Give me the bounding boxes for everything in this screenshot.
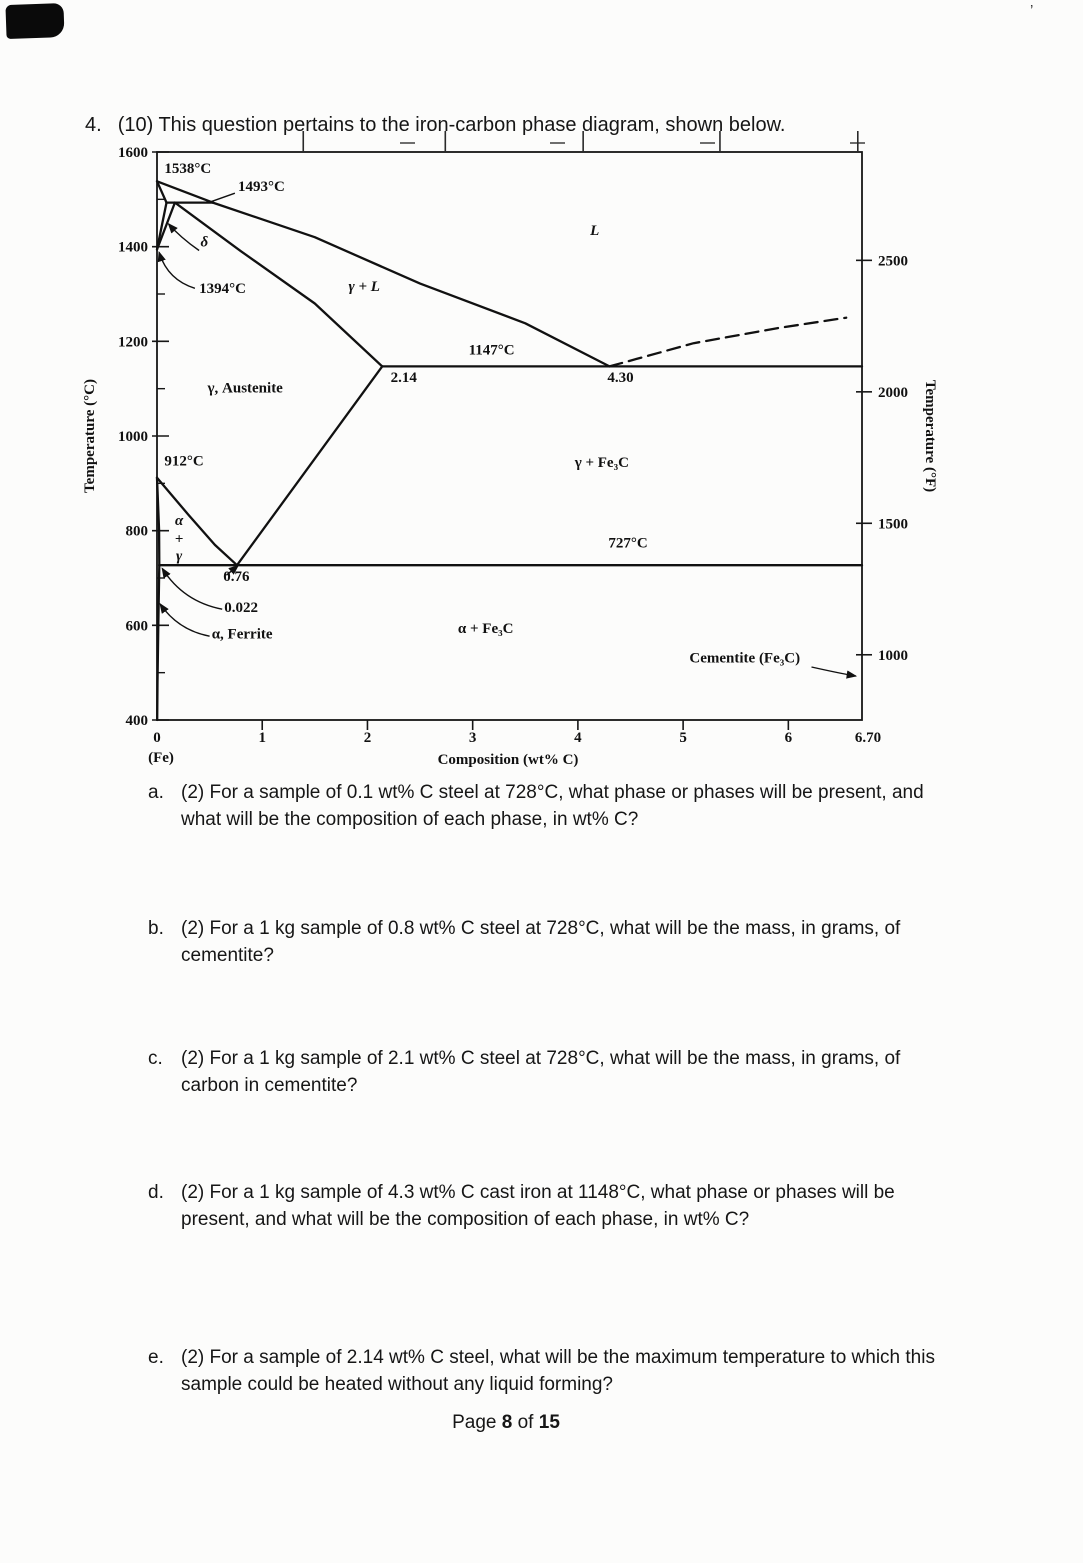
y-axis-label-fahrenheit: Temperature (°F)	[922, 379, 938, 493]
annotation--: α	[174, 513, 184, 529]
annotation-1147-c: 1147°C	[468, 342, 515, 359]
y-tick-label-fahrenheit: 2500	[878, 253, 908, 270]
footer-page-number: 8	[501, 1412, 513, 1433]
footer-prefix: Page	[452, 1412, 497, 1433]
question-item-a	[148, 780, 943, 833]
annotation--ferrite: α, Ferrite	[211, 626, 273, 643]
y-tick-label-celsius: 600	[125, 618, 148, 635]
y-tick-label-celsius: 1200	[118, 334, 148, 351]
annotation-2-14: 2.14	[390, 370, 417, 386]
y-axis-label-celsius: Temperature (°C)	[82, 379, 98, 493]
arrow-0-022	[162, 569, 222, 610]
annotation-1493-c: 1493°C	[238, 178, 285, 195]
leader-1493	[210, 193, 235, 202]
x-tick-label: 3	[468, 730, 477, 746]
annotation-0-022: 0.022	[224, 600, 259, 617]
x-tick-label: 2	[363, 730, 372, 746]
annotation--: δ	[200, 234, 209, 251]
question-label: a.	[148, 782, 164, 803]
question-label: d.	[148, 1182, 164, 1203]
x-tick-label: 6	[784, 730, 793, 746]
question-item-e	[148, 1345, 943, 1398]
question-text: (2) For a 1 kg sample of 0.8 wt% C steel at 728°C, what will be the mass, in grams, of cementite?	[181, 918, 901, 966]
boundary-liquidus	[213, 203, 610, 367]
x-axis-origin-label: (Fe)	[148, 750, 174, 766]
boundary-a3-line	[157, 478, 237, 566]
annotation--: +	[174, 531, 184, 548]
annotation-l: L	[590, 222, 600, 239]
x-tick-label: 5	[679, 730, 687, 746]
annotation--fe-c: γ + Fe₃C	[574, 455, 629, 472]
scan-stray-mark: ’	[1030, 2, 1034, 19]
question-text: (2) For a 1 kg sample of 4.3 wt% C cast iron at 1148°C, what phase or phases will be present, and what will be the composition of each phase, in wt% C?	[181, 1182, 895, 1230]
y-tick-label-celsius: 1000	[118, 429, 148, 445]
annotation-727-c: 727°C	[608, 535, 648, 552]
annotation--: γ	[175, 548, 183, 565]
x-axis-label: Composition (wt% C)	[437, 752, 579, 768]
arrow-delta	[169, 224, 200, 251]
annotation-cementite-fe-c-: Cementite (Fe₃C)	[689, 650, 801, 667]
annotation-1394-c: 1394°C	[199, 281, 246, 298]
annotation--fe-c: α + Fe₃C	[457, 620, 514, 637]
question-item-c	[148, 1046, 943, 1099]
question-item-d	[148, 1180, 943, 1233]
y-tick-label-fahrenheit: 1000	[878, 647, 908, 664]
annotation--l: γ + L	[348, 279, 380, 296]
phase-labels	[164, 161, 800, 667]
question-number: 4.	[85, 114, 102, 136]
annotation--austenite: γ, Austenite	[207, 380, 283, 397]
annotation-912-c: 912°C	[164, 453, 204, 470]
footer-total-pages: 15	[538, 1412, 560, 1433]
y-tick-label-celsius: 800	[125, 523, 148, 540]
question-label: b.	[148, 918, 164, 939]
y-tick-label-fahrenheit: 1500	[878, 516, 908, 533]
boundary-liquidus-extension	[610, 318, 847, 367]
footer-of: of	[517, 1412, 534, 1433]
annotation-0-76: 0.76	[223, 568, 250, 585]
annotation-4-30: 4.30	[607, 370, 634, 386]
annotation-1538-c: 1538°C	[164, 160, 212, 177]
x-tick-label: 4	[574, 730, 582, 746]
question-header-text: (10) This question pertains to the iron-carbon phase diagram, shown below.	[117, 114, 786, 136]
page-footer	[0, 1412, 1012, 1434]
scan-corner-artifact	[5, 3, 64, 39]
y-tick-label-celsius: 400	[125, 713, 148, 729]
question-label: e.	[148, 1347, 164, 1368]
x-tick-label: 1	[258, 730, 266, 746]
y-tick-label-fahrenheit: 2000	[878, 384, 908, 401]
question-text: (2) For a 1 kg sample of 2.1 wt% C steel at 728°C, what will be the mass, in grams, of carbon in cementite?	[181, 1048, 901, 1096]
arrow-cementite	[812, 667, 856, 676]
x-tick-label: 0	[153, 730, 161, 746]
question-item-b	[148, 916, 943, 969]
x-tick-label: 6.70	[854, 730, 882, 746]
question-text: (2) For a sample of 0.1 wt% C steel at 728°C, what phase or phases will be present, and what will be the composition of each phase, in wt% C?	[181, 782, 924, 830]
arrow-1394	[159, 252, 195, 288]
question-text: (2) For a sample of 2.14 wt% C steel, what will be the maximum temperature to which this sample could be heated without any liquid forming?	[181, 1347, 935, 1395]
iron-carbon-phase-diagram	[78, 118, 938, 790]
y-tick-label-celsius: 1600	[118, 145, 148, 161]
annotation-arrows	[159, 193, 856, 676]
question-label: c.	[148, 1048, 163, 1069]
y-tick-label-celsius: 1400	[118, 239, 148, 256]
arrow-ferrite	[160, 604, 209, 636]
